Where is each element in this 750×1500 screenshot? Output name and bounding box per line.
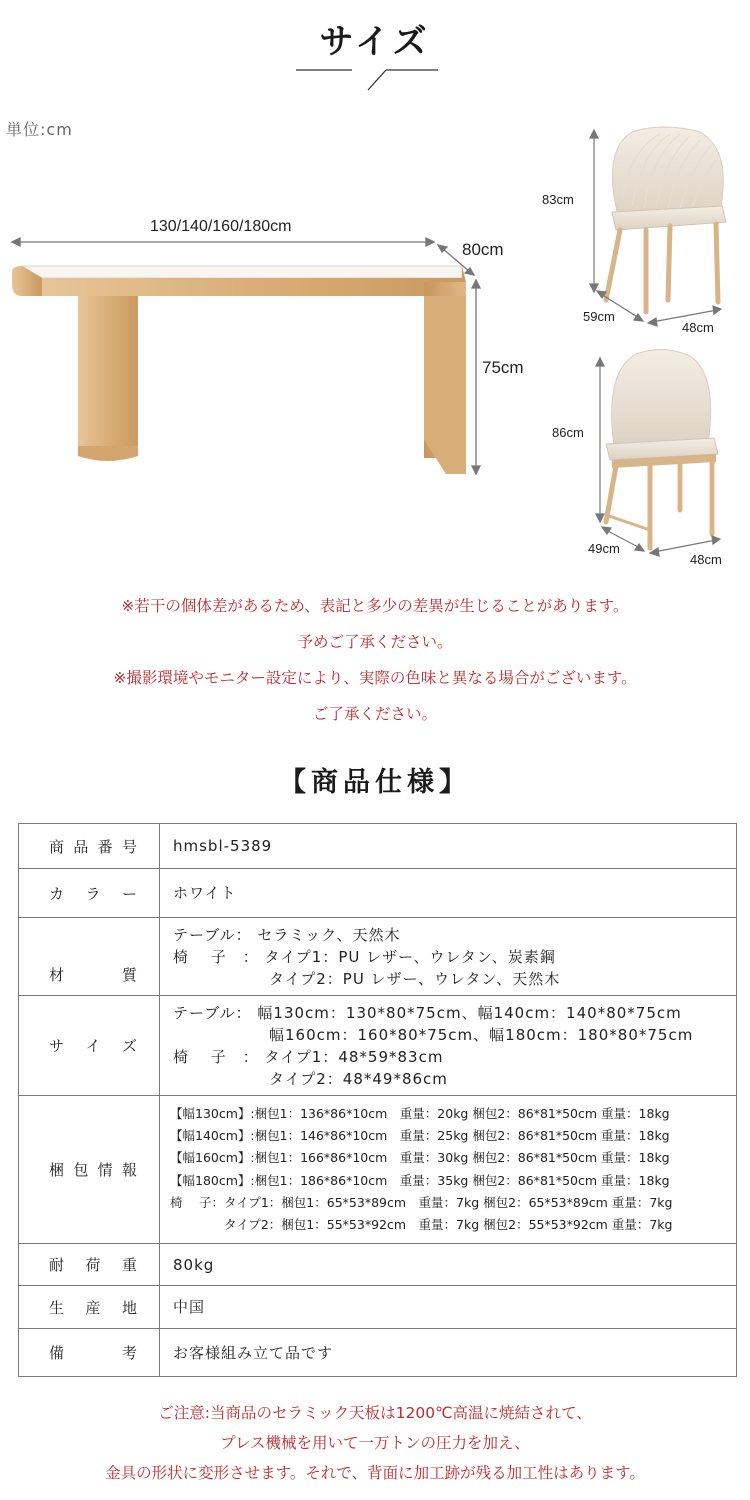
value-line: お客様組み立て品です [173,1343,334,1362]
table-row [19,1329,737,1377]
row-label-size [19,996,160,1096]
chair2-height-label: 86cm [552,425,584,440]
note-line: 予めご了承ください。 [297,633,453,651]
row-value-package-info [160,1096,737,1244]
row-value-load-capacity [160,1244,737,1286]
chair1-width-label: 48cm [682,320,714,335]
note-line: プレス機械を用いて一万トンの圧力を加え、 [220,1434,530,1452]
value-line: 椅 子：タイプ1：梱包1：65*53*89cm 重量：7kg 梱包2：65*53*89cm 重量：7kg [170,1194,673,1210]
label-char: 包 [73,1161,89,1179]
row-label-load-capacity [19,1244,160,1286]
value-line: 【幅130cm】:梱包1：136*86*10cm 重量：20kg 梱包2：86*81*50cm 重量：18kg [170,1105,670,1121]
label-char: カ [49,884,65,903]
row-label-package-info [19,1096,160,1244]
value-line: テーブル： 幅130cm：130*80*75cm、幅140cm：140*80*75cm [173,1003,682,1022]
label-char: サ [49,1037,65,1055]
label-char: 備 [49,1344,65,1362]
value-line: タイプ2：48*49*86cm [173,1069,448,1088]
value-line: 【幅140cm】:梱包1：146*86*10cm 重量：25kg 梱包2：86*81*50cm 重量：18kg [170,1127,670,1143]
label-char: 報 [121,1161,137,1179]
label-char: 考 [121,1344,137,1362]
value-line: 幅160cm：160*80*75cm、幅180cm：180*80*75cm [173,1025,694,1044]
chair-type-2-image [606,349,718,548]
dining-table-image [12,266,466,474]
table-width-label: 130/140/160/180cm [150,218,292,235]
value-line: 【幅180cm】:梱包1：186*86*10cm 重量：35kg 梱包2：86*81*50cm 重量：18kg [170,1172,670,1188]
label-char: ラ [85,884,101,903]
label-char: 耐 [49,1256,65,1274]
page-title: サイズ [319,22,431,62]
row-value-product-number [160,824,737,869]
label-char: 品 [73,837,89,856]
table-row [19,918,737,996]
table-depth-label: 80cm [462,240,504,259]
label-char: 地 [121,1298,137,1317]
note-line: ※撮影環境やモニター設定により、実際の色味と異なる場合がございます。 [113,669,637,687]
chair1-height-label: 83cm [542,192,574,207]
spec-section-title: 【商品仕様】 [279,767,471,798]
label-char: 産 [85,1298,101,1317]
value-line: hmsbl-5389 [173,837,273,855]
label-char: 荷 [85,1256,101,1274]
note-line: ご了承ください。 [312,705,437,723]
note-line: ご注意:当商品のセラミック天板は1200℃高温に焼結されて、 [158,1404,592,1422]
label-char: 情 [97,1161,113,1179]
value-line: テーブル： セラミック、天然木 [173,925,401,944]
chair1-depth-label: 59cm [583,309,615,324]
label-char: ズ [121,1037,137,1055]
disclaimer-notes [0,593,750,737]
value-line: タイプ2：PU レザー、ウレタン、天然木 [173,969,561,988]
table-row [19,824,737,869]
table-row [19,1244,737,1286]
label-char: ー [121,884,137,903]
row-label-origin [19,1286,160,1329]
label-char: 梱 [49,1161,65,1179]
label-char: イ [85,1037,101,1055]
table-row [19,1286,737,1329]
row-value-color [160,869,737,918]
product-illustration [0,0,750,600]
value-line: ホワイト [173,884,237,902]
value-line: 中国 [173,1298,206,1316]
value-line: 80kg [173,1255,215,1274]
row-value-remarks [160,1329,737,1377]
label-char: 質 [121,966,137,984]
chair-type-1-image [606,127,726,312]
row-value-material [160,918,737,996]
ceramic-caution-notes [0,1398,750,1488]
chair2-width-label: 48cm [690,552,722,567]
label-char: 重 [121,1256,137,1274]
value-line: タイプ2：梱包1：55*53*92cm 重量：7kg 梱包2：55*53*92cm 重量：7kg [170,1217,673,1233]
spec-table [18,823,737,1377]
label-char: 商 [49,837,65,856]
table-row [19,869,737,918]
table-height-label: 75cm [482,358,524,377]
note-line: ※若干の個体差があるため、表記と多少の差異が生じることがあります。 [121,597,629,615]
value-line: 椅 子 ： タイプ1：PU レザー、ウレタン、炭素鋼 [173,947,556,966]
row-label-color [19,869,160,918]
table-row [19,996,737,1096]
chair2-depth-label: 49cm [588,541,620,556]
label-char: 生 [49,1298,65,1317]
row-value-size [160,996,737,1096]
row-label-remarks [19,1329,160,1377]
value-line: 椅 子 ： タイプ1：48*59*83cm [173,1047,444,1066]
label-char: 番 [97,837,113,856]
table-row [19,1096,737,1244]
note-line: 金具の形状に変形させます。それで、背面に加工跡が残る加工性はあります。 [105,1464,645,1482]
row-label-product-number [19,824,160,869]
label-char: 号 [121,837,137,856]
value-line: 【幅160cm】:梱包1：166*86*10cm 重量：30kg 梱包2：86*81*50cm 重量：18kg [170,1150,670,1166]
row-value-origin [160,1286,737,1329]
row-label-material [19,918,160,996]
unit-label: 単位:cm [6,120,73,139]
label-char: 材 [49,966,65,984]
